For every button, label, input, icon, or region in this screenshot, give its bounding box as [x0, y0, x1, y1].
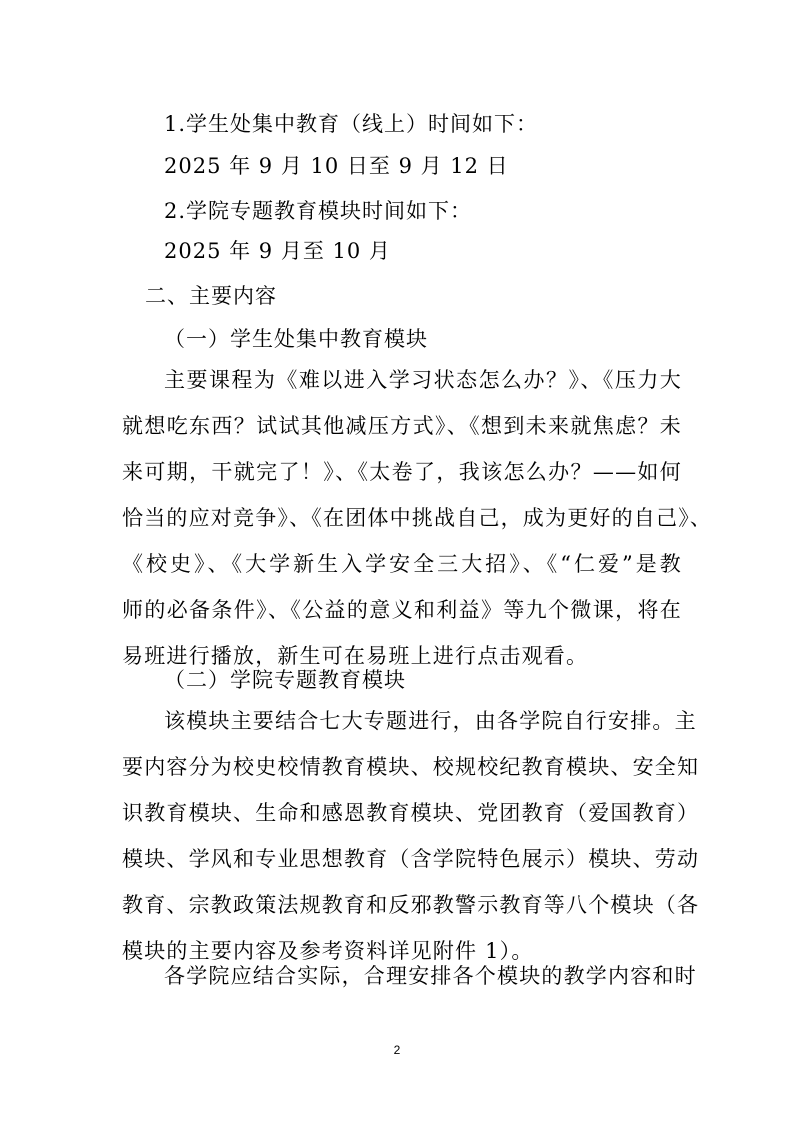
subsection-heading-1: （一）学生处集中教育模块 — [164, 327, 428, 351]
paragraph-line: 易班进行播放，新生可在易班上进行点击观看。 — [122, 644, 589, 668]
paragraph-line: 就想吃东西？试试其他减压方式》、《想到未来就焦虑？未 — [122, 414, 682, 438]
paragraph-line: 识教育模块、生命和感恩教育模块、党团教育（爱国教育） — [122, 801, 700, 825]
paragraph-line: 模块的主要内容及参考资料详见附件 1）。 — [122, 939, 534, 963]
paragraph-modules — [122, 698, 700, 974]
schedule-item-2-heading: 2.学院专题教育模块时间如下： — [164, 199, 473, 223]
paragraph-line: 《校史》、《大学新生入学安全三大招》、《“仁爱”是教 — [122, 552, 682, 576]
paragraph-line: 师的必备条件》、《公益的意义和利益》等九个微课，将在 — [122, 598, 682, 622]
page-number: 2 — [393, 1043, 401, 1057]
paragraph-line: 教育、宗教政策法规教育和反邪教警示教育等八个模块（各 — [122, 893, 700, 917]
schedule-item-1-dates: 2025 年 9 月 10 日至 9 月 12 日 — [164, 154, 509, 178]
paragraph-line: 各学院应结合实际，合理安排各个模块的教学内容和时 — [164, 964, 697, 988]
paragraph-line: 模块、学风和专业思想教育（含学院特色展示）模块、劳动 — [122, 847, 700, 871]
paragraph-line: 要内容分为校史校情教育模块、校规校纪教育模块、安全知 — [122, 755, 700, 779]
paragraph-courses — [122, 357, 713, 679]
subsection-heading-2: （二）学院专题教育模块 — [164, 668, 406, 692]
paragraph-line: 恰当的应对竞争》、《在团体中挑战自己，成为更好的自己》、 — [122, 506, 713, 530]
paragraph-line: 来可期，干就完了！》、《太卷了，我该怎么办？——如何 — [122, 460, 682, 484]
schedule-item-1-heading: 1.学生处集中教育（线上）时间如下： — [164, 112, 539, 136]
paragraph-line: 该模块主要结合七大专题进行，由各学院自行安排。主 — [164, 709, 697, 733]
paragraph-arrangement — [122, 953, 697, 999]
schedule-item-2-dates: 2025 年 9 月至 10 月 — [164, 239, 391, 263]
section-heading-main-content: 二、主要内容 — [145, 284, 277, 308]
paragraph-line: 主要课程为《难以进入学习状态怎么办？》、《压力大 — [164, 368, 682, 392]
